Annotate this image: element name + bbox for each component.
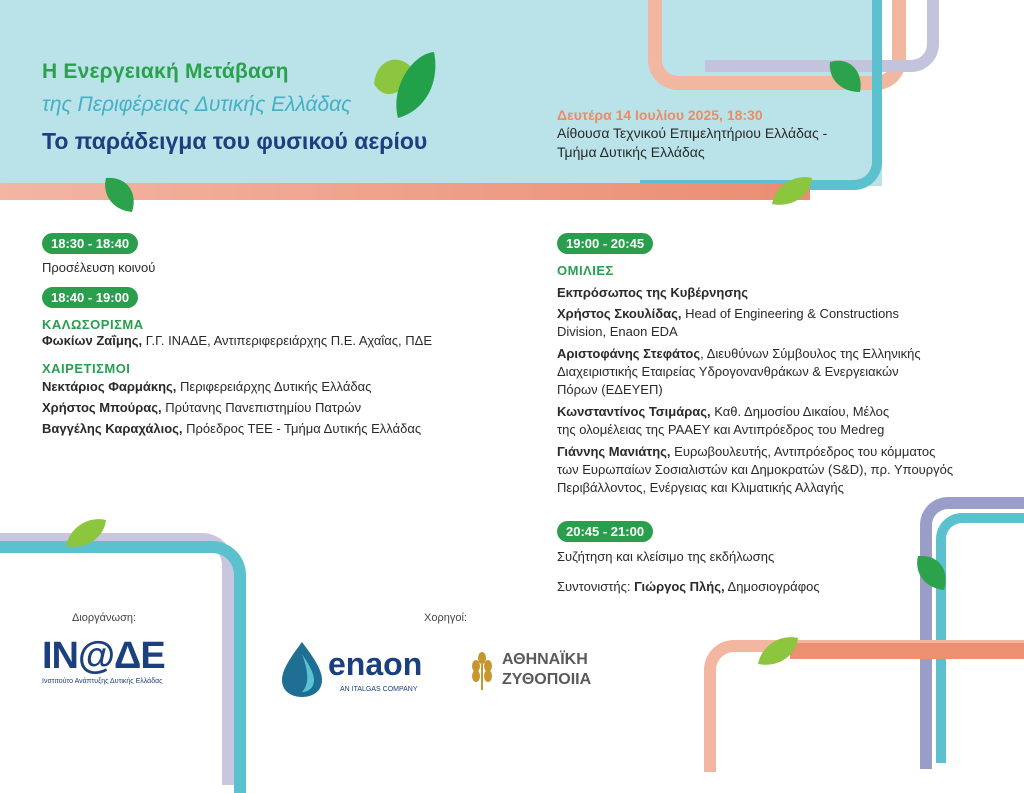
inade-logo-text: ΙΝ@ΔΕ	[42, 635, 165, 677]
enaon-wordmark: enaon	[328, 646, 423, 682]
welcome-heading: ΚΑΛΩΣΟΡΙΣΜΑ	[42, 317, 144, 332]
time-badge: 18:40 - 19:00	[42, 287, 138, 308]
government-representative: Εκπρόσωπος της Κυβέρνησης	[557, 285, 748, 300]
title-line-2: της Περιφέρειας Δυτικής Ελλάδας	[42, 93, 352, 116]
speaker-entry	[557, 403, 997, 439]
inade-subtitle: Ινστιτούτο Ανάπτυξης Δυτικής Ελλάδας	[42, 678, 163, 685]
organizer-label: Διοργάνωση:	[72, 612, 137, 624]
speaker-role: της ολομέλειας της ΡΑΑΕΥ και Αντιπρόεδρος του Medreg	[557, 422, 885, 437]
speaker-entry	[557, 345, 997, 399]
time-badge: 18:30 - 18:40	[42, 233, 138, 254]
arrival-text: Προσέλευση κοινού	[42, 260, 156, 275]
talks-heading: ΟΜΙΛΙΕΣ	[557, 263, 614, 278]
speaker-name: Βαγγέλης Καραχάλιος,	[42, 421, 183, 436]
athinaiki-line-1: ΑΘΗΝΑΪΚΗ	[502, 651, 588, 668]
speaker-name: Φωκίων Ζαΐμης,	[42, 333, 143, 348]
sponsors-label: Χορηγοί:	[424, 612, 467, 624]
enaon-logo	[280, 640, 440, 700]
wheat-icon	[468, 650, 496, 690]
speaker-role: , Διευθύνων Σύμβουλος της Ελληνικής	[700, 346, 921, 361]
speaker-name: Νεκτάριος Φαρμάκης,	[42, 379, 177, 394]
event-venue	[557, 124, 827, 162]
leaf-icon	[102, 174, 138, 216]
speaker-role: Περιβάλλοντος, Ενέργειας και Κλιματικής Αλλαγής	[557, 480, 844, 495]
speaker-entry	[557, 443, 997, 497]
speaker-role: Division, Enaon EDA	[557, 324, 678, 339]
moderator-role: Δημοσιογράφος	[724, 579, 820, 594]
moderator-label: Συντονιστής:	[557, 579, 635, 594]
speaker-role: Γ.Γ. ΙΝΑΔΕ, Αντιπεριφερειάρχης Π.Ε. Αχαΐας, ΠΔΕ	[142, 333, 432, 348]
title-line-1: Η Ενεργειακή Μετάβαση	[42, 60, 289, 83]
title-line-3: Το παράδειγμα του φυσικού αερίου	[42, 128, 428, 154]
speaker-name: Χρήστος Μπούρας,	[42, 400, 162, 415]
leaf-icon	[914, 552, 950, 594]
venue-line-2: Τμήμα Δυτικής Ελλάδας	[557, 144, 705, 160]
drop-icon	[280, 640, 324, 698]
speaker-role: Διαχειριστικής Εταιρείας Υδρογονανθράκων & Ενεργειακών	[557, 364, 899, 379]
speaker-entry	[557, 305, 997, 341]
event-date: Δευτέρα 14 Ιουλίου 2025, 18:30	[557, 107, 763, 123]
closing-text: Συζήτηση και κλείσιμο της εκδήλωσης	[557, 549, 775, 564]
agenda-left-column	[42, 233, 522, 438]
greetings-heading: ΧΑΙΡΕΤΙΣΜΟΙ	[42, 361, 131, 376]
greeting-speaker	[42, 378, 522, 396]
speaker-role: Καθ. Δημοσίου Δικαίου, Μέλος	[710, 404, 890, 419]
speaker-role: Πρύτανης Πανεπιστημίου Πατρών	[161, 400, 362, 415]
athinaiki-logo	[468, 648, 618, 694]
venue-line-1: Αίθουσα Τεχνικού Επιμελητήριου Ελλάδας -	[557, 125, 828, 141]
greeting-speaker	[42, 420, 522, 438]
speaker-role: Πρόεδρος ΤΕΕ - Τμήμα Δυτικής Ελλάδας	[182, 421, 422, 436]
inade-logo	[42, 636, 182, 685]
time-badge: 20:45 - 21:00	[557, 521, 653, 542]
speaker-name: Χρήστος Σκουλίδας,	[557, 306, 682, 321]
speaker-name: Γιάννης Μανιάτης,	[557, 444, 671, 459]
speaker-role: Ευρωβουλευτής, Αντιπρόεδρος του κόμματος	[670, 444, 936, 459]
speaker-role: Πόρων (ΕΔΕΥΕΠ)	[557, 382, 663, 397]
leaf-pair-icon	[368, 48, 440, 124]
leaf-icon	[756, 634, 800, 668]
salmon-bar-decoration	[790, 643, 1024, 659]
speaker-role: των Ευρωπαίων Σοσιαλιστών και Δημοκρατών (S&D), πρ. Υπουργός	[557, 462, 954, 477]
speaker-role: Head of Engineering & Constructions	[681, 306, 900, 321]
leaf-icon	[770, 174, 814, 208]
time-badge: 19:00 - 20:45	[557, 233, 653, 254]
enaon-subtitle: AN ITALGAS COMPANY	[340, 686, 418, 693]
peach-frame-decoration	[704, 640, 1024, 772]
speaker-name: Κωνσταντίνος Τσιμάρας,	[557, 404, 711, 419]
leaf-icon	[64, 516, 108, 550]
greeting-speaker	[42, 399, 522, 417]
speaker-name: Αριστοφάνης Στεφάτος	[557, 346, 701, 361]
speaker-role: Περιφερειάρχης Δυτικής Ελλάδας	[176, 379, 372, 394]
moderator-name: Γιώργος Πλής,	[634, 579, 725, 594]
athinaiki-line-2: ΖΥΘΟΠΟΙΙΑ	[502, 671, 592, 688]
welcome-speaker	[42, 332, 522, 350]
leaf-icon	[828, 56, 864, 96]
